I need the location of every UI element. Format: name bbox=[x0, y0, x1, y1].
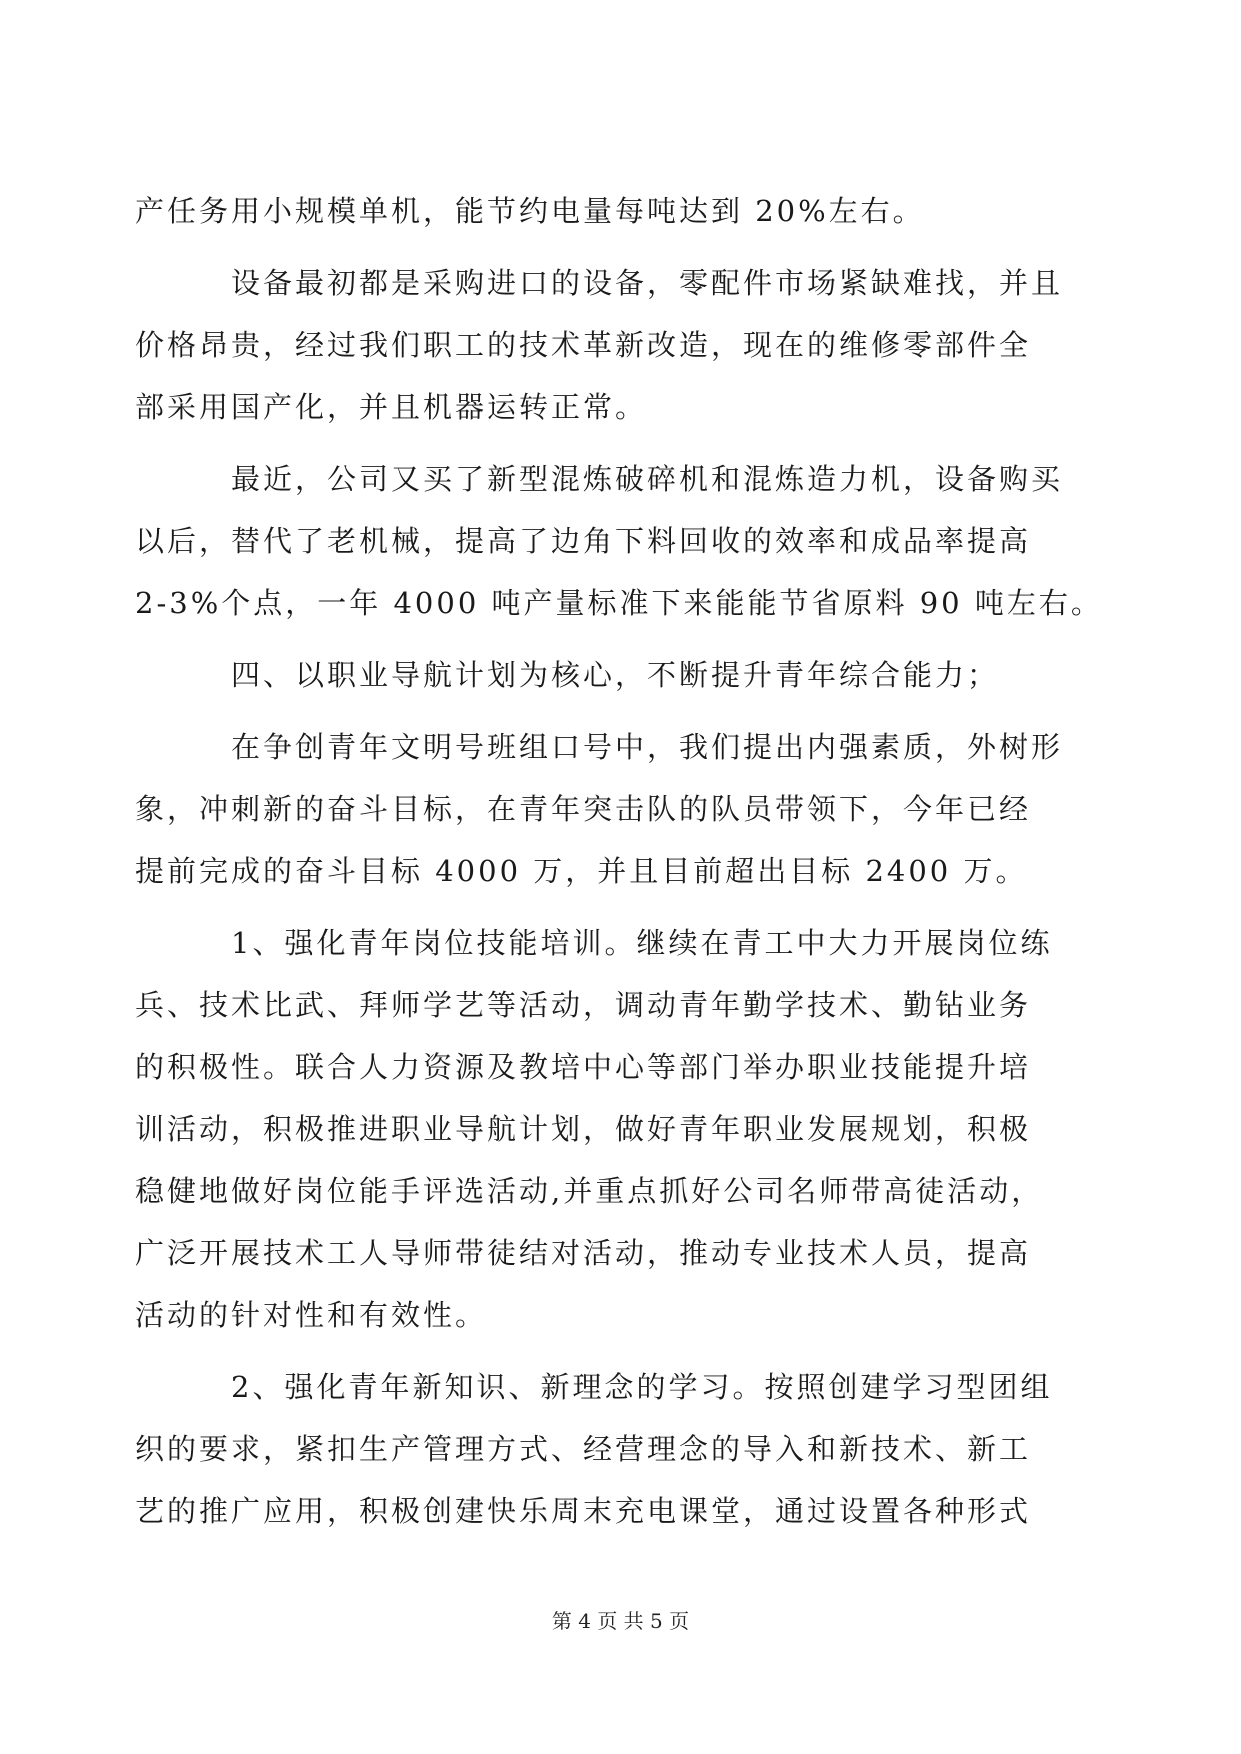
text-line: 的积极性。联合人力资源及教培中心等部门举办职业技能提升培 bbox=[135, 1050, 1032, 1084]
text-line: 活动的针对性和有效性。 bbox=[135, 1298, 488, 1332]
section-heading bbox=[135, 644, 1090, 706]
text-line: 2、强化青年新知识、新理念的学习。按照创建学习型团组 bbox=[231, 1370, 1053, 1404]
text-line: 在争创青年文明号班组口号中，我们提出内强素质，外树形 bbox=[231, 730, 1064, 764]
text-line: 象，冲刺新的奋斗目标，在青年突击队的队员带领下，今年已经 bbox=[135, 792, 1032, 826]
text-line: 部采用国产化，并且机器运转正常。 bbox=[135, 390, 648, 424]
text-line: 价格昂贵，经过我们职工的技术革新改造，现在的维修零部件全 bbox=[135, 328, 1032, 362]
text-line: 织的要求，紧扣生产管理方式、经营理念的导入和新技术、新工 bbox=[135, 1432, 1032, 1466]
text-line: 设备最初都是采购进口的设备，零配件市场紧缺难找，并且 bbox=[231, 266, 1064, 300]
text-line: 1、强化青年岗位技能培训。继续在青工中大力开展岗位练 bbox=[231, 926, 1053, 960]
text-line: 稳健地做好岗位能手评选活动,并重点抓好公司名师带高徒活动， bbox=[135, 1174, 1044, 1208]
text-line: 广泛开展技术工人导师带徒结对活动，推动专业技术人员，提高 bbox=[135, 1236, 1032, 1270]
text-line: 最近，公司又买了新型混炼破碎机和混炼造力机，设备购买 bbox=[231, 462, 1064, 496]
paragraph bbox=[135, 912, 1090, 1346]
paragraph bbox=[135, 716, 1090, 902]
text-line: 四、以职业导航计划为核心，不断提升青年综合能力； bbox=[231, 658, 1000, 692]
text-line: 训活动，积极推进职业导航计划，做好青年职业发展规划，积极 bbox=[135, 1112, 1032, 1146]
paragraph bbox=[135, 448, 1103, 634]
text-line: 产任务用小规模单机，能节约电量每吨达到 20%左右。 bbox=[135, 194, 925, 228]
text-line: 以后，替代了老机械，提高了边角下料回收的效率和成品率提高 bbox=[135, 524, 1032, 558]
text-line: 兵、技术比武、拜师学艺等活动，调动青年勤学技术、勤钻业务 bbox=[135, 988, 1032, 1022]
text-line: 2-3%个点，一年 4000 吨产量标准下来能能节省原料 90 吨左右。 bbox=[135, 586, 1103, 620]
document-body bbox=[135, 180, 1103, 1542]
text-line: 提前完成的奋斗目标 4000 万，并且目前超出目标 2400 万。 bbox=[135, 854, 1028, 888]
paragraph bbox=[135, 252, 1090, 438]
paragraph bbox=[135, 180, 1090, 242]
paragraph bbox=[135, 1356, 1090, 1542]
page-number-footer: 第 4 页 共 5 页 bbox=[551, 1609, 690, 1633]
text-line: 艺的推广应用，积极创建快乐周末充电课堂，通过设置各种形式 bbox=[135, 1494, 1032, 1528]
